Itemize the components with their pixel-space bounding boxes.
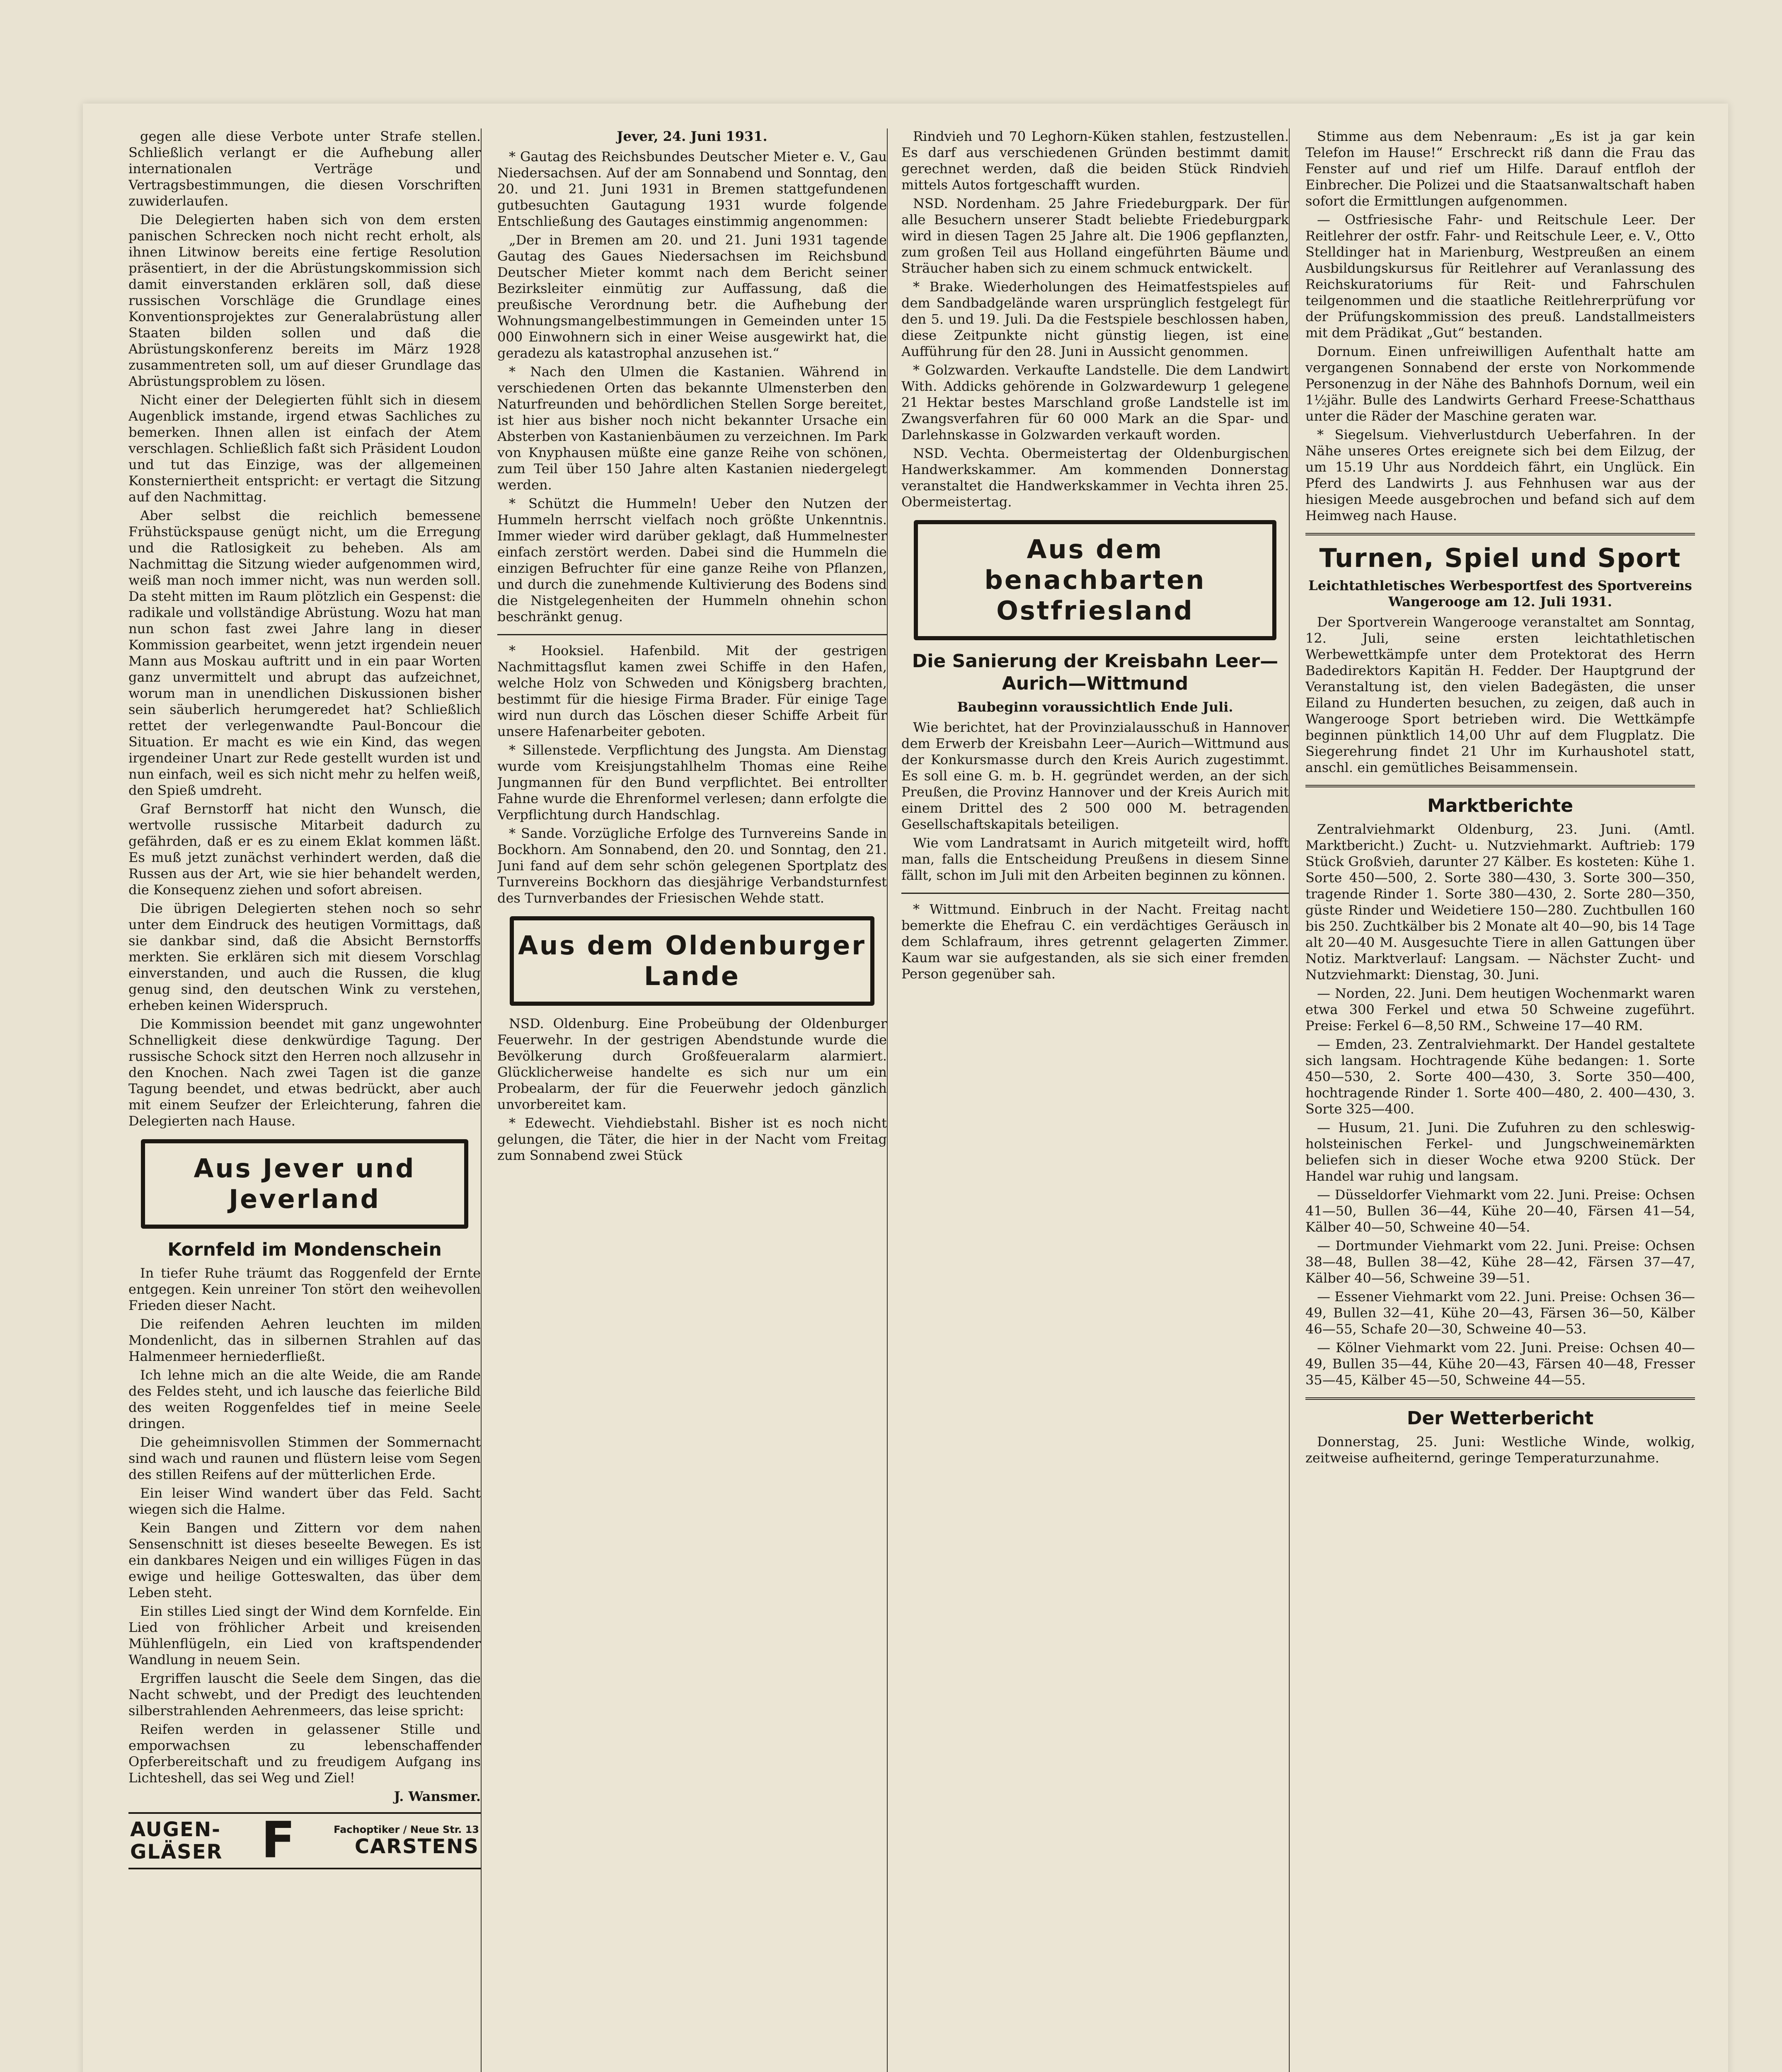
divider: [497, 634, 887, 635]
article-paragraph: * Schützt die Hummeln! Ueber den Nutzen der Hummeln herrscht vielfach noch größte Unkenntnis. Immer wieder wird darüber geklagt, daß Hummelnester einfach zerstört werden. Dabei sind die Hummeln die einzigen Befruchter für eine ganze Reihe von Pflanzen, und durch die zunehmende Kultivierung des Bodens sind die Nistgelegenheiten der Hummeln ohnehin schon beschränkt genug.: [497, 496, 887, 625]
article-paragraph: * Edewecht. Viehdiebstahl. Bisher ist es noch nicht gelungen, die Täter, die hier in der Nacht vom Freitag zum Sonnabend zwei Stück: [497, 1115, 887, 1163]
article-paragraph: * Hooksiel. Hafenbild. Mit der gestrigen Nachmittagsflut kamen zwei Schiffe in den Hafen, welche Holz von Schweden und Königsberg brachten, bestimmt für die hiesige Firma Brader. Für einige Tage wird nun durch das Löschen dieser Schiffe Arbeit für unsere Hafenarbeiter geboten.: [497, 643, 887, 739]
section-box-jever: [141, 1139, 468, 1229]
poem-title: Kornfeld im Mondenschein: [167, 1239, 442, 1260]
divider: [1305, 1397, 1695, 1400]
ad-right: [334, 1824, 479, 1858]
article-paragraph: * Sande. Vorzügliche Erfolge des Turnvereins Sande in Bockhorn. Am Sonnabend, den 20. und Sonntag, den 21. Juni fand auf dem sehr schön gelegenen Sportplatz des Turnvereins Bockhorn das diesjährige Verbandsturnfest des Turnverbandes der Friesischen Wehde statt.: [497, 825, 887, 906]
article-paragraph: * Wittmund. Einbruch in der Nacht. Freitag nacht bemerkte die Ehefrau C. ein verdächtiges Geräusch in dem Schlafraum, ihres getrennt gelagerten Zimmer. Kaum war sie aufgestanden, als sie sich einer fremden Person gegenüber sah.: [901, 901, 1289, 982]
ad-word-glaeser: GLÄSER: [130, 1840, 223, 1864]
poem-paragraph: Die reifenden Aehren leuchten im milden Mondenlicht, das in silbernen Strahlen auf das Halmenmeer herniederfließt.: [128, 1316, 481, 1364]
column-4: [1305, 128, 1695, 2072]
poem-signature: J. Wansmer.: [394, 1789, 481, 1804]
article-paragraph: Stimme aus dem Nebenraum: „Es ist ja gar kein Telefon im Hause!“ Erschreckt riß dann die Frau das Fenster auf und rief um Hilfe. Darauf entfloh der Einbrecher. Die Polizei und die Staatsanwaltschaft haben sofort die Ermittlungen aufgenommen.: [1305, 128, 1695, 209]
column-2: [497, 128, 888, 2072]
ad-name: CARSTENS: [354, 1835, 479, 1858]
section-box-oldenburg: [510, 916, 874, 1006]
section-title: Aus Jever und Jeverland: [194, 1153, 416, 1214]
article-paragraph: NSD. Vechta. Obermeistertag der Oldenburgischen Handwerkskammer. Am kommenden Donnerstag veranstaltet die Handwerkskammer in Vechta ihren 25. Obermeistertag.: [901, 445, 1289, 510]
article-paragraph: Nicht einer der Delegierten fühlt sich in diesem Augenblick imstande, irgend etwas Sachliches zu bemerken. Ihnen allen ist einfach der Atem verschlagen. Schließlich faßt sich Präsident Loudon und tut das Einzige, was der allgemeinen Konsterniertheit entspricht: er vertagt die Sitzung auf den Nachmittag.: [128, 392, 481, 505]
article-paragraph: NSD. Nordenham. 25 Jahre Friedeburgpark. Der für alle Besuchern unserer Stadt beliebte Friedeburgpark wird in diesen Tagen 25 Jahre alt. Die 1906 gepflanzten, zum großen Teil aus Holland eingeführten Bäume und Sträucher haben sich zu einem schmuck entwickelt.: [901, 196, 1289, 276]
poem-paragraph: Ergriffen lauscht die Seele dem Singen, das die Nacht schwebt, und der Predigt des leuchtenden silberstrahlenden Aehrenmeers, das leise spricht:: [128, 1670, 481, 1719]
section-title: Aus dem benachbarten Ostfriesland: [984, 534, 1206, 626]
article-paragraph: Rindvieh und 70 Leghorn-Küken stahlen, festzustellen. Es darf aus verschiedenen Gründen bestimmt damit gerechnet werden, daß die beiden Stück Rindvieh mittels Autos fortgeschafft wurden.: [901, 128, 1289, 193]
poem-paragraph: Die geheimnisvollen Stimmen der Sommernacht sind wach und raunen und flüstern leise vom Segen des stillen Reifens auf der mütterlichen Erde.: [128, 1434, 481, 1482]
market-report: Zentralviehmarkt Oldenburg, 23. Juni. (Amtl. Marktbericht.) Zucht- u. Nutzviehmarkt. Auftrieb: 179 Stück Großvieh, darunter 27 Kälber. Es kosteten: Kühe 1. Sorte 450—500, 2. Sorte 380—430, 3. Sorte 300—350, tragende Rinder 1. Sorte 380—430, 2. Sorte 280—350, güste Rinder und Weidetiere 150—280. Zuchtbullen 160 bis 250. Zuchtkälber bis 2 Monate alt 40—90, bis 14 Tage alt 20—40 M. Ausgesuchte Tiere in allen Gattungen über Notiz. Marktverlauf: Langsam. — Nächster Zucht- und Nutzviehmarkt: Dienstag, 30. Juni.: [1305, 821, 1695, 983]
market-report: — Düsseldorfer Viehmarkt vom 22. Juni. Preise: Ochsen 41—50, Bullen 36—44, Kühe 20—40, Färsen 41—54, Kälber 40—50, Schweine 40—54.: [1305, 1187, 1695, 1235]
market-report: — Essener Viehmarkt vom 22. Juni. Preise: Ochsen 36—49, Bullen 32—41, Kühe 20—43, Färsen 36—50, Kälber 46—55, Schafe 20—30, Schweine 40—53.: [1305, 1289, 1695, 1337]
article-paragraph: * Nach den Ulmen die Kastanien. Während in verschiedenen Orten das bekannte Ulmensterben den Naturfreunden und behördlichen Stellen Sorge bereitet, ist hier aus bisher noch nicht bekannter Ursache ein Absterben von Kastanienbäumen zu verzeichnen. Im Park von Knyphausen müßte eine ganze Reihe von schönen, zum Teil über 150 Jahre alten Kastanien niedergelegt werden.: [497, 364, 887, 493]
ad-word-augen: AUGEN-: [130, 1818, 221, 1841]
market-report: — Emden, 23. Zentralviehmarkt. Der Handel gestaltete sich langsam. Hochtragende Kühe bedangen: 1. Sorte 450—530, 2. Sorte 400—430, 3. Sorte 350—400, hochtragende Rinder 1. Sorte 400—480, 2. 400—430, 3. Sorte 325—400.: [1305, 1036, 1695, 1117]
divider: [901, 893, 1289, 894]
article-paragraph: Die übrigen Delegierten stehen noch so sehr unter dem Eindruck des heutigen Vormittags, daß sie dankbar sind, daß die Absicht Bernstorffs merkten. Sie erklären sich mit diesem Vorschlag einverstanden, und auch die Russen, die klug genug sind, den deutschen Wink zu verstehen, erheben keinen Widerspruch.: [128, 900, 481, 1013]
weather-report: Donnerstag, 25. Juni: Westliche Winde, wolkig, zeitweise aufheiternd, geringe Temperaturzunahme.: [1305, 1434, 1695, 1466]
section-headline-weather: Der Wetterbericht: [1407, 1408, 1594, 1429]
article-paragraph: * Siegelsum. Viehverlustdurch Ueberfahren. In der Nähe unseres Ortes ereignete sich bei dem Eilzug, der um 15.19 Uhr aus Norddeich fährt, ein Unglück. Ein Pferd des Landwirts J. aus Fehnhusen war aus der hiesigen Meede ausgebrochen und befand sich auf dem Heimweg nach Hause.: [1305, 427, 1695, 523]
article-paragraph: — Ostfriesische Fahr- und Reitschule Leer. Der Reitlehrer der ostfr. Fahr- und Reitschule Leer, e. V., Otto Stelldinger hat in Marienburg, Westpreußen an einem Ausbildungskursus für Reitlehrer auf Veranlassung des Reichskuratoriums für Reit- und Fahrschulen teilgenommen und die staatliche Reitlehrerprüfung vor der Prüfungskommission des preuß. Landstallmeisters mit dem Prädikat „Gut“ bestanden.: [1305, 212, 1695, 341]
section-title: Aus dem Oldenburger Lande: [518, 930, 866, 991]
article-subheadline: Baubeginn voraussichtlich Ende Juli.: [957, 699, 1233, 715]
section-headline-sport: Turnen, Spiel und Sport: [1319, 543, 1681, 573]
article-paragraph: Graf Bernstorff hat nicht den Wunsch, die wertvolle russische Mitarbeit dadurch zu gefährden, daß er es zu einem Eklat kommen läßt. Es muß jetzt zunächst verhindert werden, daß die Russen aus der Art, wie sie hier behandelt werden, die Konsequenz ziehen und sofort abreisen.: [128, 801, 481, 898]
poem-paragraph: Ein stilles Lied singt der Wind dem Kornfelde. Ein Lied von fröhlicher Arbeit und kreisenden Mühlenflügeln, ein Lied von kraftspendender Wandlung in neuem Sein.: [128, 1603, 481, 1668]
article-paragraph: NSD. Oldenburg. Eine Probeübung der Oldenburger Feuerwehr. In der gestrigen Abendstunde wurde die Bevölkerung durch Großfeueralarm alarmiert. Glücklicherweise handelte es sich nur um ein Probealarm, der für die Feuerwehr jedoch gänzlich unvorbereitet kam.: [497, 1016, 887, 1112]
article-paragraph: Die Kommission beendet mit ganz ungewohnter Schnelligkeit diese denkwürdige Tagung. Der russische Schock sitzt den Herren noch allzusehr in den Knochen. Nach zwei Tagen ist die ganze Tagung beendet, und etwas bedrückt, aber auch mit einem Seufzer der Erleichterung, fahren die Delegierten nach Hause.: [128, 1016, 481, 1129]
divider: [1305, 533, 1695, 535]
article-paragraph: * Golzwarden. Verkaufte Landstelle. Die dem Landwirt With. Addicks gehörende in Golzwardewurp 1 gelegene 21 Hektar bestes Marschland große Landstelle ist im Zwangsverfahren für 60 000 Mark an die Spar- und Darlehnskasse in Golzwarden verkauft worden.: [901, 362, 1289, 443]
dateline: Jever, 24. Juni 1931.: [617, 128, 768, 144]
ad-logo-letter: F: [261, 1812, 295, 1869]
newspaper-page: [83, 104, 1728, 2072]
poem-paragraph: Kein Bangen und Zittern vor dem nahen Sensenschnitt ist dieses beseelte Bewegen. Es ist ein dankbares Neigen und ein williges Fügen in das ewige und heilige Gotteswalten, das über dem Leben steht.: [128, 1520, 481, 1600]
article-paragraph: Dornum. Einen unfreiwilligen Aufenthalt hatte am vergangenen Sonnabend der erste von Norkommende Personenzug in der Nähe des Bahnhofs Dornum, weil ein 1½jähr. Bulle des Landwirts Gerhard Freese-Schatthaus unter die Räder der Maschine geraten war.: [1305, 344, 1695, 424]
market-report: — Dortmunder Viehmarkt vom 22. Juni. Preise: Ochsen 38—48, Bullen 38—42, Kühe 28—42, Färsen 37—47, Kälber 40—56, Schweine 39—51.: [1305, 1238, 1695, 1286]
column-3: [901, 128, 1290, 2072]
article-subheadline: Leichtathletisches Werbesportfest des Sportvereins Wangerooge am 12. Juli 1931.: [1308, 578, 1692, 610]
article-paragraph: Wie vom Landratsamt in Aurich mitgeteilt wird, hofft man, falls die Entscheidung Preußens in diesem Sinne fällt, schon im Juli mit den Arbeiten beginnen zu können.: [901, 835, 1289, 883]
column-1: [128, 128, 482, 2072]
ad-address: Fachoptiker / Neue Str. 13: [334, 1824, 479, 1835]
article-paragraph: Die Delegierten haben sich von dem ersten panischen Schrecken noch nicht recht erholt, als ihnen Litwinow bereits eine fertige Resolution präsentiert, in der die Abrüstungskommission sich damit einverstanden erklären soll, daß diese russischen Vorschläge die Grundlage eines Konventionsprojektes zur Generalabrüstung aller Staaten bilden sollen und daß die Abrüstungskonferenz bereits im März 1928 zusammentreten soll, um auf dieser Grundlage das Abrüstungsproblem zu lösen.: [128, 212, 481, 389]
article-paragraph: * Sillenstede. Verpflichtung des Jungsta. Am Dienstag wurde vom Kreisjungstahlhelm Thomas eine Reihe Jungmannen für den Bund verpflichtet. Bei entrollter Fahne wurde die Ehrenformel verlesen; dann erfolgte die Verpflichtung durch Handschlag.: [497, 742, 887, 823]
article-paragraph: Aber selbst die reichlich bemessene Frühstückspause genügt nicht, um die Erregung und die Ratlosigkeit zu beheben. Als am Nachmittag die Sitzung wieder aufgenommen wird, weiß man noch immer nicht, was nun werden soll. Da steht mitten im Raum plötzlich ein Gespenst: die radikale und vollständige Abrüstung. Wozu hat man nun schon fast zwei Jahre lang in dieser Kommission gearbeitet, wenn jetzt irgendein neuer Mann aus Moskau auftritt und in ein paar Worten ganz unvermittelt und abrupt das aufzeichnet, worum man in unendlichen Diskussionen bisher sein säuberlich herumgeredet hat? Schließlich rettet der verlegenwandte Paul-Boncour die Situation. Er macht es wie ein Kind, das wegen irgendeiner Unart zur Rede gestellt wurden ist und nun einfach, weil es sich nicht mehr zu helfen weiß, den Spieß umdreht.: [128, 508, 481, 798]
poem-paragraph: Ich lehne mich an die alte Weide, die am Rande des Feldes steht, und ich lausche das feierliche Bild des weiten Roggenfeldes tief in meine Seele dringen.: [128, 1367, 481, 1431]
section-headline-markets: Marktberichte: [1427, 795, 1573, 816]
article-paragraph: * Gautag des Reichsbundes Deutscher Mieter e. V., Gau Niedersachsen. Auf der am Sonnabend und Sonntag, den 20. und 21. Juni 1931 in Bremen stattgefundenen gutbesuchten Gautagung 1931 wurde folgende Entschließung des Gautages einstimmig angenommen:: [497, 149, 887, 229]
section-box-ostfriesland: [914, 520, 1276, 640]
article-paragraph: Der Sportverein Wangerooge veranstaltet am Sonntag, 12. Juli, seine ersten leichtathletischen Werbewettkämpfe unter dem Protektorat des Herrn Badedirektors Kapitän H. Fedder. Der Hauptgrund der Veranstaltung ist, den vielen Badegästen, die unser Eiland zu Hunderten besuchen, zu zeigen, daß auch in Wangerooge Sport betrieben wird. Die Wettkämpfe beginnen pünktlich 14,00 Uhr auf dem Flugplatz. Die Siegerehrung findet 21 Uhr im Kurhaushotel statt, anschl. ein gemütliches Beisammensein.: [1305, 614, 1695, 775]
article-paragraph: Wie berichtet, hat der Provinzialausschuß in Hannover dem Erwerb der Kreisbahn Leer—Aurich—Wittmund aus der Konkursmasse durch den Kreis Aurich zugestimmt. Es soll eine G. m. b. H. gegründet werden, an der sich Preußen, die Provinz Hannover und der Kreis Aurich mit einem Drittel des 2 500 000 M. betragenden Gesellschaftskapitals beteiligen.: [901, 719, 1289, 832]
poem-paragraph: Reifen werden in gelassener Stille und emporwachsen zu lebenschaffender Opferbereitschaft und zu freudigem Aufgang ins Lichteshell, das sei Weg und Ziel!: [128, 1721, 481, 1786]
poem-paragraph: In tiefer Ruhe träumt das Roggenfeld der Ernte entgegen. Kein unreiner Ton stört den weihevollen Frieden dieser Nacht.: [128, 1265, 481, 1313]
divider: [1305, 785, 1695, 787]
article-headline: Die Sanierung der Kreisbahn Leer—Aurich—Wittmund: [912, 651, 1278, 694]
market-report: — Norden, 22. Juni. Dem heutigen Wochenmarkt waren etwa 300 Ferkel und etwa 50 Schweine zugeführt. Preise: Ferkel 6—8,50 RM., Schweine 17—40 RM.: [1305, 985, 1695, 1034]
poem-paragraph: Ein leiser Wind wandert über das Feld. Sacht wiegen sich die Halme.: [128, 1485, 481, 1517]
market-report: — Husum, 21. Juni. Die Zufuhren zu den schleswig-holsteinischen Ferkel- und Jungschweinemärkten beliefen sich in dieser Woche etwa 9200 Stück. Der Handel war ruhig und langsam.: [1305, 1120, 1695, 1184]
article-paragraph: „Der in Bremen am 20. und 21. Juni 1931 tagende Gautag des Gaues Niedersachsen im Reichsbund Deutscher Mieter kommt nach dem Bericht seiner Bezirksleiter einmütig zur Auffassung, daß die preußische Verordnung betr. die Aufhebung der Wohnungsmangelbestimmungen in Gemeinden unter 15 000 Einwohnern sich in einer Weise ausgewirkt hat, die geradezu als katastrophal anzusehen ist.“: [497, 232, 887, 361]
market-report: — Kölner Viehmarkt vom 22. Juni. Preise: Ochsen 40—49, Bullen 35—44, Kühe 20—43, Färsen 40—48, Fresser 35—45, Kälber 45—50, Schweine 44—55.: [1305, 1340, 1695, 1388]
article-paragraph: * Brake. Wiederholungen des Heimatfestspieles auf dem Sandbadgelände waren ursprünglich festgelegt für den 5. und 19. Juli. Da die Festspiele beschlossen haben, diese Zeitpunkte nicht günstig liegen, ist eine Aufführung für den 28. Juni in Aussicht genommen.: [901, 279, 1289, 359]
article-paragraph: gegen alle diese Verbote unter Strafe stellen. Schließlich verlangt er die Aufhebung aller internationalen Verträge und Vertragsbestimmungen, die diesen Vorschriften zuwiderlaufen.: [128, 128, 481, 209]
ad-left: [130, 1818, 223, 1863]
optician-advertisement: [128, 1812, 481, 1869]
